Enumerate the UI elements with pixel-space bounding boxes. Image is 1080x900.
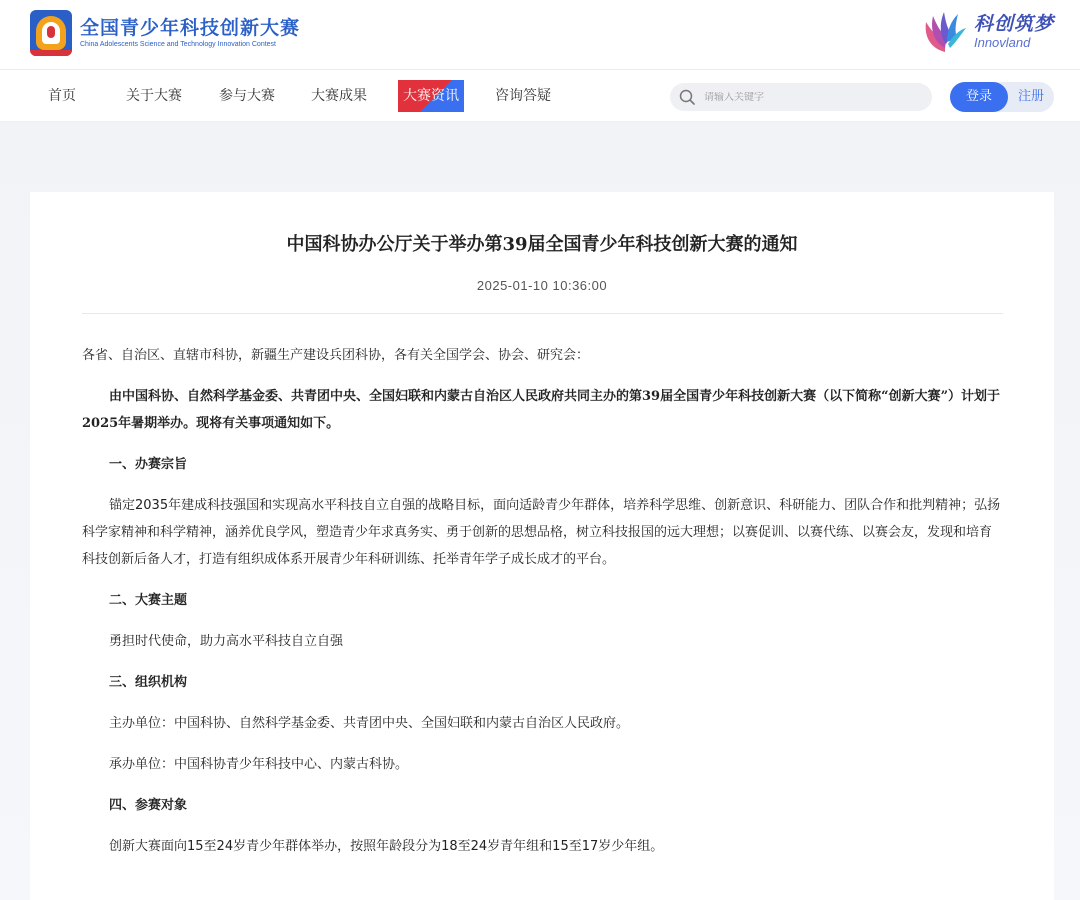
search-icon[interactable] bbox=[678, 88, 696, 106]
article-intro: 由中国科协、自然科学基金委、共青团中央、全国妇联和内蒙古自治区人民政府共同主办的第39届全国青少年科技创新大赛（以下简称“创新大赛”）计划于2025年暑期举办。现将有关事项通知如下。 bbox=[82, 389, 1001, 431]
top-header bbox=[0, 0, 1080, 70]
nav-item-about[interactable]: 关于大赛 bbox=[126, 88, 182, 104]
title-divider bbox=[82, 313, 1003, 314]
innovland-title-en: Innovland bbox=[973, 35, 1031, 50]
article-body bbox=[82, 342, 1003, 874]
login-button[interactable]: 登录 bbox=[950, 82, 1008, 112]
innovland-logo[interactable] bbox=[920, 6, 1054, 58]
innovland-text bbox=[974, 13, 1054, 51]
nav-item-faq[interactable]: 咨询答疑 bbox=[495, 88, 551, 104]
article-card bbox=[30, 192, 1054, 900]
main-nav bbox=[0, 70, 1080, 122]
article-title: 中国科协办公厅关于举办第39届全国青少年科技创新大赛的通知 bbox=[286, 234, 798, 255]
section-2-body: 勇担时代使命，助力高水平科技自立自强 bbox=[109, 634, 344, 649]
logo-title-en: China Adolescents Science and Technology Innovation Contest bbox=[80, 41, 277, 48]
section-3-organizer: 承办单位：中国科协青少年科技中心、内蒙古科协。 bbox=[109, 757, 409, 772]
section-4-title: 四、参赛对象 bbox=[109, 798, 188, 813]
nav-item-participate[interactable]: 参与大赛 bbox=[219, 88, 275, 104]
search-box[interactable] bbox=[670, 83, 932, 111]
section-1-title: 一、办赛宗旨 bbox=[109, 457, 188, 472]
contest-logo[interactable] bbox=[30, 8, 300, 58]
section-2-title: 二、大赛主题 bbox=[109, 593, 188, 608]
article-salutation: 各省、自治区、直辖市科协，新疆生产建设兵团科协，各有关全国学会、协会、研究会： bbox=[82, 348, 590, 363]
search-input[interactable] bbox=[704, 92, 904, 103]
logo-title-cn: 全国青少年科技创新大赛 bbox=[80, 17, 301, 39]
nav-item-results[interactable]: 大赛成果 bbox=[311, 88, 367, 104]
register-button[interactable]: 注册 bbox=[1017, 89, 1044, 104]
section-3-title: 三、组织机构 bbox=[109, 675, 188, 690]
logo-text bbox=[80, 16, 300, 50]
contest-emblem-icon bbox=[30, 10, 72, 56]
nav-item-news[interactable]: 大赛资讯 bbox=[398, 80, 464, 112]
innovland-title-cn: 科创筑梦 bbox=[973, 13, 1054, 35]
innovland-wings-icon bbox=[920, 8, 970, 56]
section-1-body: 锚定2035年建成科技强国和实现高水平科技自立自强的战略目标，面向适龄青少年群体，培养科学思维、创新意识、科研能力、团队合作和批判精神；弘扬科学家精神和科学精神，涵养优良学风，塑造青少年求真务实、勇于创新的思想品格，树立科技报国的远大理想；以赛促训、以赛代练、以赛会友，发现和培育科技创新后备人才，打造有组织成体系开展青少年科研训练、托举青年学子成长成才的平台。 bbox=[82, 498, 1001, 567]
auth-group bbox=[950, 82, 1054, 112]
section-4-body: 创新大赛面向15至24岁青少年群体举办，按照年龄段分为18至24岁青年组和15至17岁少年组。 bbox=[109, 839, 664, 854]
nav-item-home[interactable]: 首页 bbox=[48, 88, 76, 104]
article-date: 2025-01-10 10:36:00 bbox=[476, 278, 608, 293]
section-3-host: 主办单位：中国科协、自然科学基金委、共青团中央、全国妇联和内蒙古自治区人民政府。 bbox=[109, 716, 630, 731]
